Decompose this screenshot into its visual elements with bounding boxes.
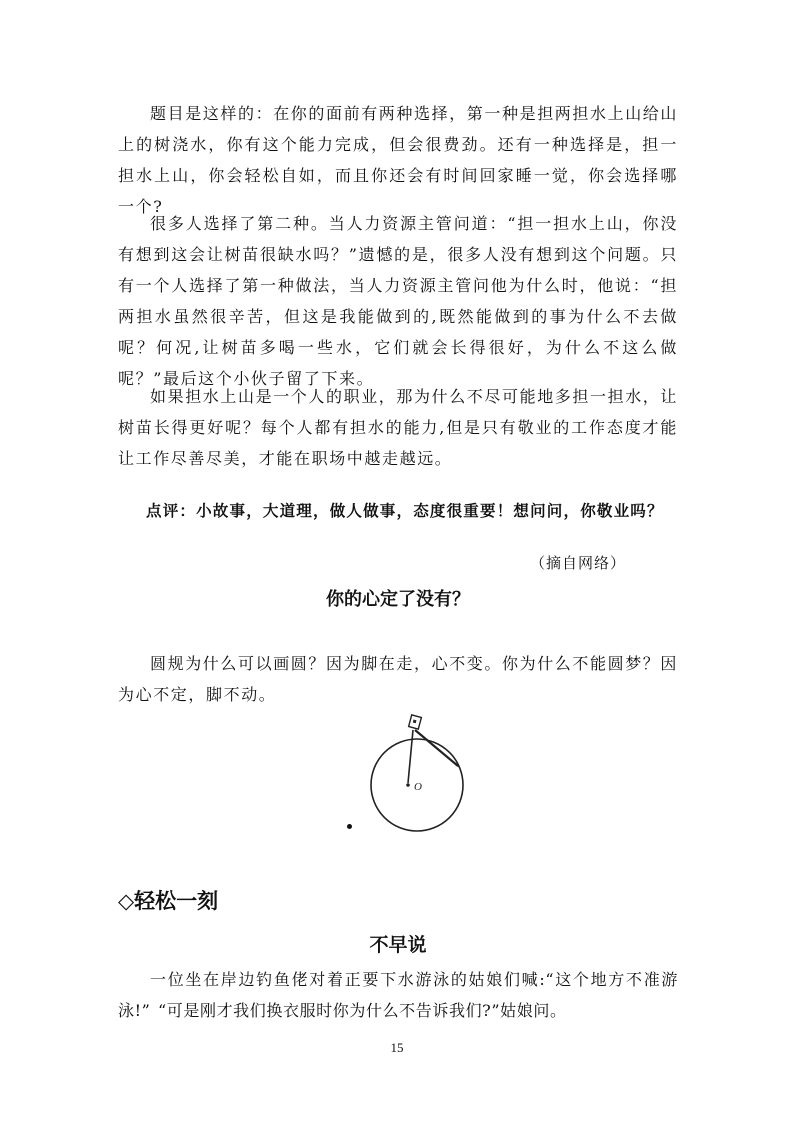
section-title-heart: 你的心定了没有？ <box>326 589 470 610</box>
story-paragraph-1: 题目是这样的：在你的面前有两种选择，第一种是担两担水上山给山上的树浇水，你有这个能力完成，但会很费劲。还有一种选择是，担一担水上山，你会轻松自如，而且你还会有时间回家睡一觉，你会选择哪一个? <box>118 104 679 216</box>
center-label: O <box>414 781 422 793</box>
joke-title: 不早说 <box>369 934 427 956</box>
comment-line: 点评：小故事，大道理，做人做事，态度很重要！想问问，你敬业吗？ <box>146 502 664 520</box>
center-point <box>406 783 410 787</box>
joke-line-2: “可是刚才我们换衣服时你为什么不告诉我们?”姑娘问。 <box>158 1001 567 1020</box>
compass-circle-figure <box>346 710 476 838</box>
story-paragraph-2: 很多人选择了第二种。当人力资源主管问道：“担一担水上山，你没有想到这会让树苗很缺水吗？”遗憾的是，很多人没有想到这个问题。只有一个人选择了第一种做法，当人力资源主管问他为什么时，他说：“担两担水虽然很辛苦，但这是我能做到的,既然能做到的事为什么不去做呢？何况,让树苗多喝一些水，它们就会长得很好，为什么不这么做呢？”最后这个小伙子留了下来。 <box>118 214 678 388</box>
list-bullet <box>347 824 352 829</box>
source-note: （摘自网络） <box>529 554 626 572</box>
section-heading-relax: ◇轻松一刻 <box>118 889 219 913</box>
story-paragraph-3: 如果担水上山是一个人的职业，那为什么不尽可能地多担一担水，让树苗长得更好呢？每个人都有担水的能力,但是只有敬业的工作态度才能让工作尽善尽美，才能在职场中越走越远。 <box>118 387 679 468</box>
compass-icon <box>408 715 459 783</box>
compass-paragraph: 圆规为什么可以画圆？因为脚在走，心不变。你为什么不能圆梦？因为心不定，脚不动。 <box>118 654 679 704</box>
page-number: 15 <box>390 1040 404 1055</box>
joke-line-1: 一位坐在岸边钓鱼佬对着正要下水游泳的姑娘们喊:“这个地方不准游泳!” <box>118 970 678 1020</box>
